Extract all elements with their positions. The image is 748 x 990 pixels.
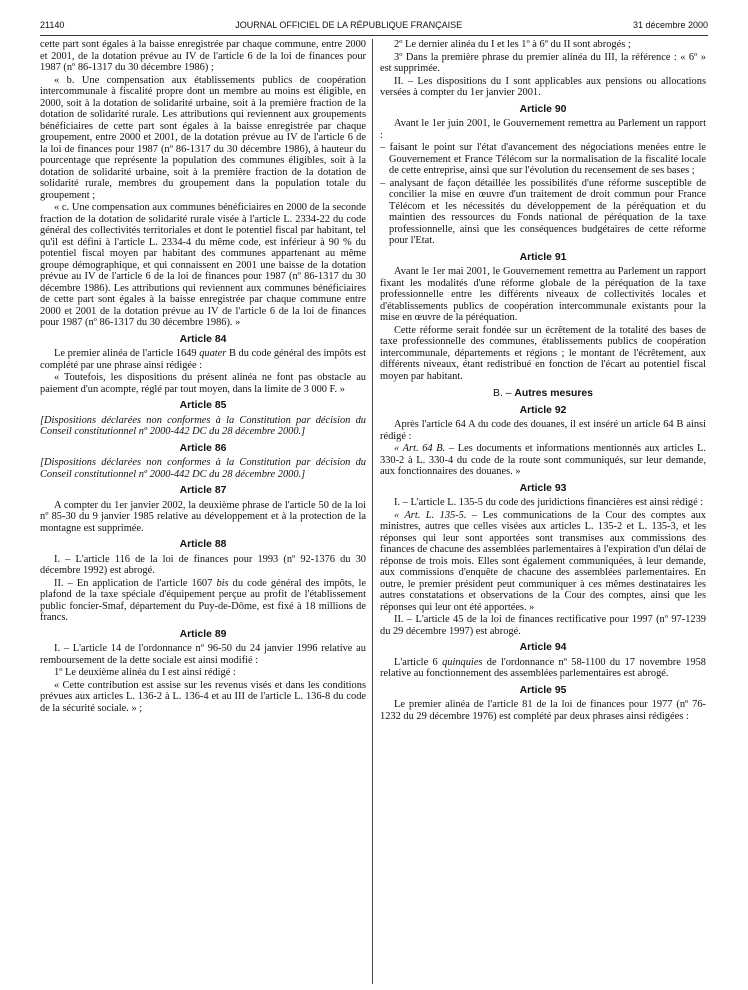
paragraph: « b. Une compensation aux établissements publics de coopération intercommunale à fiscalité propre dont un membre au moins est éligible, en 2000, soit à la dotation de solidarité urbaine, soit à la première fraction de la dotation de solidarité rurale. Les attributions qui reviennent aux groupements bénéficiaires de cette part sont égales à la baisse enregistrée par chaque groupement, entre 2000 et 2001, de la dotation prévue au IV de l'article 6 de la loi de finances pour 1987 (nº 86-1317 du 30 décembre 1986), à hauteur du pourcentage que représente la population des communes éligibles, soit à la dotation de solidarité urbaine, soit à la première fraction de la dotation de solidarité rurale, membres du groupement dans la population totale du groupement ; <box>40 74 366 201</box>
text-run: Le premier alinéa de l'article 1649 <box>54 348 200 359</box>
paragraph: 1º Le deuxième alinéa du I est ainsi rédigé : <box>54 667 236 678</box>
paragraph: cette part sont égales à la baisse enregistrée par chaque commune, entre 2000 et 2001, de la dotation prévue au IV de l'article 6 de la loi de finances pour 1987 (nº 86-1317 du 30 décembre 1986) ; <box>40 39 366 73</box>
paragraph <box>40 578 366 624</box>
paragraph: Le premier alinéa de l'article 81 de la loi de finances pour 1977 (nº 76-1232 du 29 décembre 1976) est complété par deux phrases ainsi rédigées : <box>380 699 706 722</box>
article-90-heading: Article 90 <box>519 103 567 115</box>
paragraph: 3º Dans la première phrase du premier alinéa du III, la référence : « 6º » est supprimée. <box>380 51 706 74</box>
page-header <box>40 18 708 36</box>
article-93-heading: Article 93 <box>519 482 567 494</box>
article-92-heading: Article 92 <box>519 404 567 416</box>
article-86-heading: Article 86 <box>179 442 227 454</box>
text-run: du code général des impôts, le plafond de la taxe spéciale d'équipement perçue au profit de l'établissement public foncier-Smaf, département du Puy-de-Dôme, est fixé à 18 millions de francs. <box>40 577 366 623</box>
article-85-heading: Article 85 <box>179 400 227 411</box>
list-item: – faisant le point sur l'état d'avancement des négociations menées entre le Gouvernement et France Télécom sur la normalisation de la fiscalité locale de cette entreprise, ainsi que sur l'évolution du recensement de ses bases ; <box>380 142 706 176</box>
paragraph: II. – L'article 45 de la loi de finances rectificative pour 1997 (nº 97-1239 du 29 décembre 1997) est abrogé. <box>380 614 706 637</box>
paragraph: 2º Le dernier alinéa du I et les 1º à 6º du II sont abrogés ; <box>394 39 631 50</box>
text-run: quater <box>199 348 227 359</box>
text-run: quinquies <box>442 656 483 668</box>
paragraph <box>380 443 706 478</box>
paragraph: A compter du 1er janvier 2002, la deuxième phrase de l'article 50 de la loi nº 85-30 du 9 janvier 1985 relative au développement et à la protection de la montagne est supprimée. <box>40 499 366 534</box>
text-run: Autres mesures <box>514 388 593 399</box>
paragraph: I. – L'article L. 135-5 du code des juridictions financières est ainsi rédigé : <box>394 497 704 508</box>
paragraph: « c. Une compensation aux communes bénéficiaires en 2000 de la seconde fraction de la dotation de solidarité rurale visée à l'article L. 2334-22 du code général des collectivités territoriales et dont le potentiel fiscal par habitant, tel qu'il est défini à l'article L. 2334-4 du même code, est inférieur à 90 % du potentiel fiscal moyen par habitant des communes appartenant au même groupe démographique, et qui connaissent en 2001 une baisse de la dotation prévue au IV de l'article 6 de la loi de finances pour 1987 (nº 86-1317 du 30 décembre 1986). Les attributions qui reviennent aux communes bénéficiaires de cette part sont égales à la baisse enregistrée par chaque commune entre 2000 et 2001 de la dotation prévue au IV de l'article 6 de la loi de finances pour 1987 (nº 86-1317 du 30 décembre 1986). » <box>40 202 366 328</box>
article-84-heading: Article 84 <box>179 333 227 345</box>
text-run: de l'ordonnance nº 58-1100 du 17 novembre 1958 relative au fonctionnement des assemblées parlementaires est abrogé. <box>380 656 706 679</box>
article-91-heading: Article 91 <box>519 251 567 263</box>
paragraph: Avant le 1er mai 2001, le Gouvernement remettra au Parlement un rapport fixant les modalités d'une réforme globale de la péréquation de la taxe professionnelle entre les différents niveaux de collectivités locales et d'établissements publics de coopération intercommunale existants pour la mise en œuvre de la péréquation. <box>380 266 706 323</box>
paragraph <box>40 348 366 371</box>
article-88-heading: Article 88 <box>179 539 227 550</box>
paragraph: [Dispositions déclarées non conformes à la Constitution par décision du Conseil constitutionnel nº 2000-442 DC du 28 décembre 2000.] <box>40 414 366 437</box>
section-heading <box>380 388 706 400</box>
paragraph: I. – L'article 14 de l'ordonnance nº 96-50 du 24 janvier 1996 relative au remboursement de la dette sociale est ainsi modifié : <box>40 643 366 666</box>
text-run: B du code général des impôts est complété par une phrase ainsi rédigée : <box>40 348 366 371</box>
paragraph: « Toutefois, les dispositions du présent alinéa ne font pas obstacle au paiement d'un acompte, réglé par tout moyen, dans la limite de 3 000 F. » <box>40 372 366 395</box>
right-column <box>380 39 706 984</box>
text-run: – Les communications de la Cour des comptes aux ministres, autres que celles visées aux articles L. 135-2 et L. 135-3, et les réponses qui leur sont apportées sont transmises aux commissions des finances de chacune des assemblées parlementaires à l'expiration d'un délai de réponse de trois mois. Elles sont également communiquées, à leur demande, aux commissions d'enquête de chacune des assemblées parlementaires. En outre, le premier président peut communiquer à ces mêmes destinataires les autres constatations et observations de la Cour des comptes, ainsi que les réponses qui leur ont été apportées. » <box>380 509 706 613</box>
left-column <box>40 39 366 984</box>
text-run: II. – En application de l'article 1607 <box>54 577 217 589</box>
text-run: « Art. 64 B. <box>394 443 446 454</box>
list-item: – analysant de façon détaillée les possibilités d'une réforme susceptible de concilier la mise en œuvre d'un traitement de droit commun pour France Télécom et les nécessités du développement de la péréquation et du maintien des ressources du Fonds national de péréquation de la taxe professionnelle, ainsi que les conséquences budgétaires de cette réforme pour l'Etat. <box>380 177 706 246</box>
article-95-heading: Article 95 <box>519 684 567 696</box>
article-94-heading: Article 94 <box>519 642 567 653</box>
paragraph <box>380 657 706 680</box>
paragraph: II. – Les dispositions du I sont applicables aux pensions ou allocations versées à compter du 1er janvier 2001. <box>380 75 706 98</box>
paragraph <box>380 510 706 614</box>
publication-date: 31 décembre 2000 <box>632 20 708 30</box>
text-run: « Art. L. 135-5. <box>394 509 467 521</box>
column-divider <box>372 39 373 984</box>
paragraph: Cette réforme serait fondée sur un écrêtement de la totalité des bases de taxe professionnelle des communes, établissements publics de coopération intercommunale, départements et régions ; le montant de l'écrêtement, aux différents niveaux, étant redistribué en fonction de l'écart au potentiel fiscal moyen par habitant. <box>380 324 706 382</box>
journal-title: JOURNAL OFFICIEL DE LA RÉPUBLIQUE FRANÇAISE <box>235 20 463 30</box>
text-run: B. – <box>493 388 515 399</box>
paragraph: I. – L'article 116 de la loi de finances pour 1993 (nº 92-1376 du 30 décembre 1992) est abrogé. <box>40 553 366 576</box>
paragraph: « Cette contribution est assise sur les revenus visés et dans les conditions prévues aux articles L. 136-2 à L. 136-4 et au III de l'article L. 136-8 du code de la sécurité sociale. » ; <box>40 679 366 714</box>
article-87-heading: Article 87 <box>179 485 227 496</box>
paragraph: Avant le 1er juin 2001, le Gouvernement remettra au Parlement un rapport : <box>380 118 706 141</box>
article-89-heading: Article 89 <box>179 628 227 640</box>
paragraph: Après l'article 64 A du code des douanes, il est inséré un article 64 B ainsi rédigé : <box>380 419 706 442</box>
text-run: bis <box>216 577 229 589</box>
text-run: – Les documents et informations mentionnés aux articles L. 330-2 à L. 330-4 du code de la route sont communiqués, sur leur demande, aux fonctionnaires des douanes. » <box>380 443 706 477</box>
page-number: 21140 <box>40 20 65 30</box>
text-run: L'article 6 <box>394 656 443 668</box>
paragraph: [Dispositions déclarées non conformes à la Constitution par décision du Conseil constitutionnel nº 2000-442 DC du 28 décembre 2000.] <box>40 457 366 480</box>
